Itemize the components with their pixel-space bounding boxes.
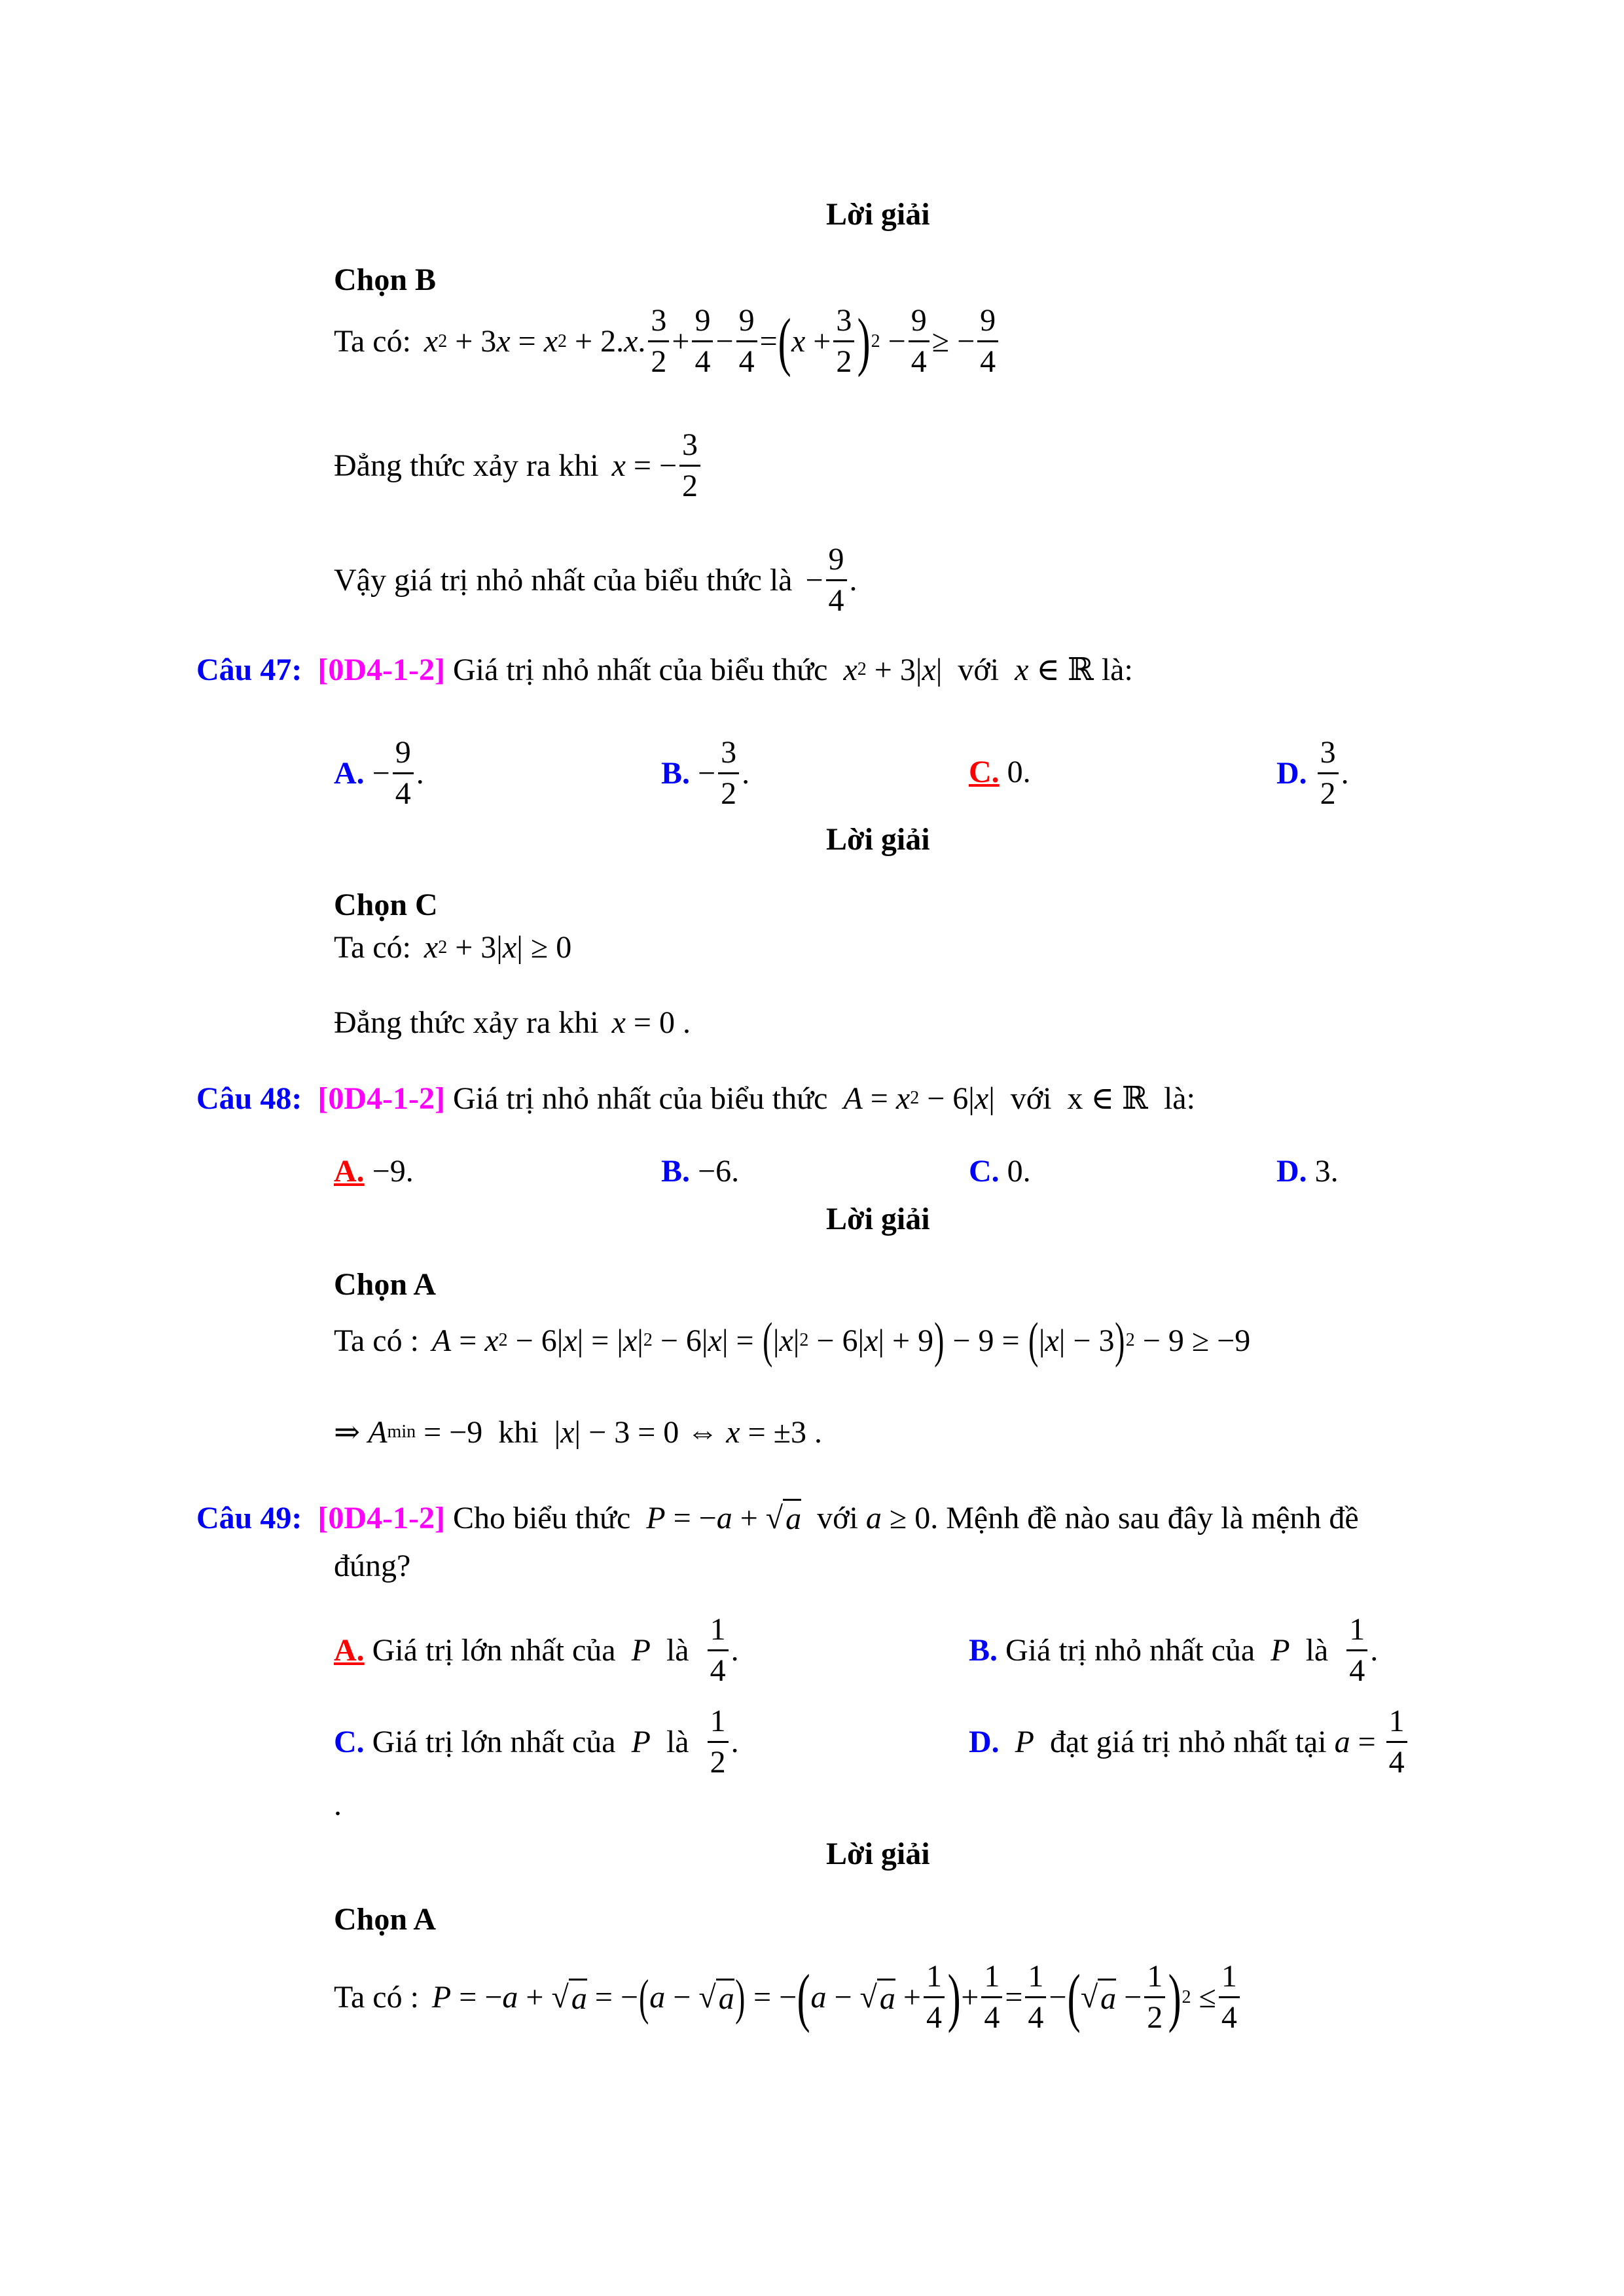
solution-heading: Lời giải <box>826 1202 930 1236</box>
question-code: [0D4-1-2] <box>317 652 445 687</box>
question-text: Cho biểu thức <box>452 1500 631 1535</box>
question-code: [0D4-1-2] <box>317 1500 445 1535</box>
option-47-b[interactable]: B. − $\frac{3}{2}$ . <box>661 733 749 814</box>
solution-heading: Lời giải <box>826 1837 930 1871</box>
solution-heading: Lời giải <box>826 197 930 232</box>
question-47: Câu 47: [0D4-1-2] Giá trị nhỏ nhất của biểu thức x 2 + 3| x | với x ∈ ℝ là: <box>196 652 1133 687</box>
option-48-b[interactable]: B. −6. <box>661 1154 740 1189</box>
solution-step-2: Đẳng thức xảy ra khi x = 0 . <box>334 1005 691 1040</box>
chosen-answer: Chọn C <box>334 888 438 922</box>
question-49: Câu 49: [0D4-1-2] Cho biểu thức P = − a + √ a với a ≥ 0 . Mệnh đề nào sau đây là mệnh đề <box>196 1499 1359 1537</box>
trailing-period: . <box>334 1787 342 1822</box>
question-text: Giá trị nhỏ nhất của biểu thức <box>452 652 828 687</box>
question-number: Câu 48: <box>196 1081 302 1116</box>
option-47-a[interactable]: A. − $\frac{9}{4}$ . <box>334 733 424 814</box>
solution-step-1: Ta có: x 2 + 3| x | ≥ 0 <box>334 930 572 965</box>
question-number: Câu 47: <box>196 652 302 687</box>
solution-step-1: Ta có : P = − a + √ a = − ( a − √ a ) = − ( a − √ a + $\frac{1}{4}$ ) + $\frac{1}{4}$ = $\frac{1}{4}$ − ( √ a − $\frac{1}{2}$ ) 2 ≤ $\frac{1}{4}$ <box>334 1957 1242 2037</box>
solution-step-2: ⇒ A min = −9 khi | x | − 3 = 0 ⇔ x = ±3 . <box>334 1414 822 1450</box>
ta-co-label: Ta có: <box>334 324 411 359</box>
question-code: [0D4-1-2] <box>317 1081 445 1116</box>
option-48-c[interactable]: C. 0. <box>969 1154 1031 1189</box>
chosen-answer: Chọn B <box>334 262 437 297</box>
option-48-a[interactable]: A. −9. <box>334 1154 414 1189</box>
option-49-a[interactable]: A. Giá trị lớn nhất của P là $\frac{1}{4}$ . <box>334 1610 739 1691</box>
solution-step-2: Đẳng thức xảy ra khi x = − $\frac{3}{2}$ <box>334 425 703 506</box>
option-49-b[interactable]: B. Giá trị nhỏ nhất của P là $\frac{1}{4}$ . <box>969 1610 1378 1691</box>
option-47-d[interactable]: D. $\frac{3}{2}$ . <box>1276 733 1349 814</box>
option-49-d[interactable]: D. P đạt giá trị nhỏ nhất tại a = $\frac{1}{4}$ <box>969 1702 1410 1782</box>
solution-conclusion: Vậy giá trị nhỏ nhất của biểu thức là − $\frac{9}{4}$ . <box>334 540 857 620</box>
question-48: Câu 48: [0D4-1-2] Giá trị nhỏ nhất của biểu thức A = x 2 − 6| x | với x ∈ ℝ là: <box>196 1081 1195 1116</box>
question-text-cont: đúng? <box>334 1549 411 1583</box>
solution-step-1: Ta có : A = x 2 − 6| x | = | x | 2 − 6| x | = ( | x | 2 − 6| x | + 9 ) − 9 = ( | x | − 3 ) 2 − 9 ≥ −9 <box>334 1313 1251 1368</box>
chosen-answer: Chọn A <box>334 1902 437 1937</box>
question-number: Câu 49: <box>196 1500 302 1535</box>
solution-step-1: Ta có: x 2 + 3 x = x 2 + 2. x . $\frac{3}{2}$ + $\frac{9}{4}$ − $\frac{9}{4}$ = ( x + $\frac{3}{2}$ ) 2 − $\frac{9}{4}$ ≥ − $\frac{9}{4}$ <box>334 301 1001 382</box>
solution-heading: Lời giải <box>826 822 930 857</box>
option-47-c[interactable]: C. 0 . <box>969 755 1031 789</box>
option-48-d[interactable]: D. 3. <box>1276 1154 1339 1189</box>
question-text: Giá trị nhỏ nhất của biểu thức <box>452 1081 828 1116</box>
chosen-answer: Chọn A <box>334 1267 437 1302</box>
option-49-c[interactable]: C. Giá trị lớn nhất của P là $\frac{1}{2}$ . <box>334 1702 739 1782</box>
